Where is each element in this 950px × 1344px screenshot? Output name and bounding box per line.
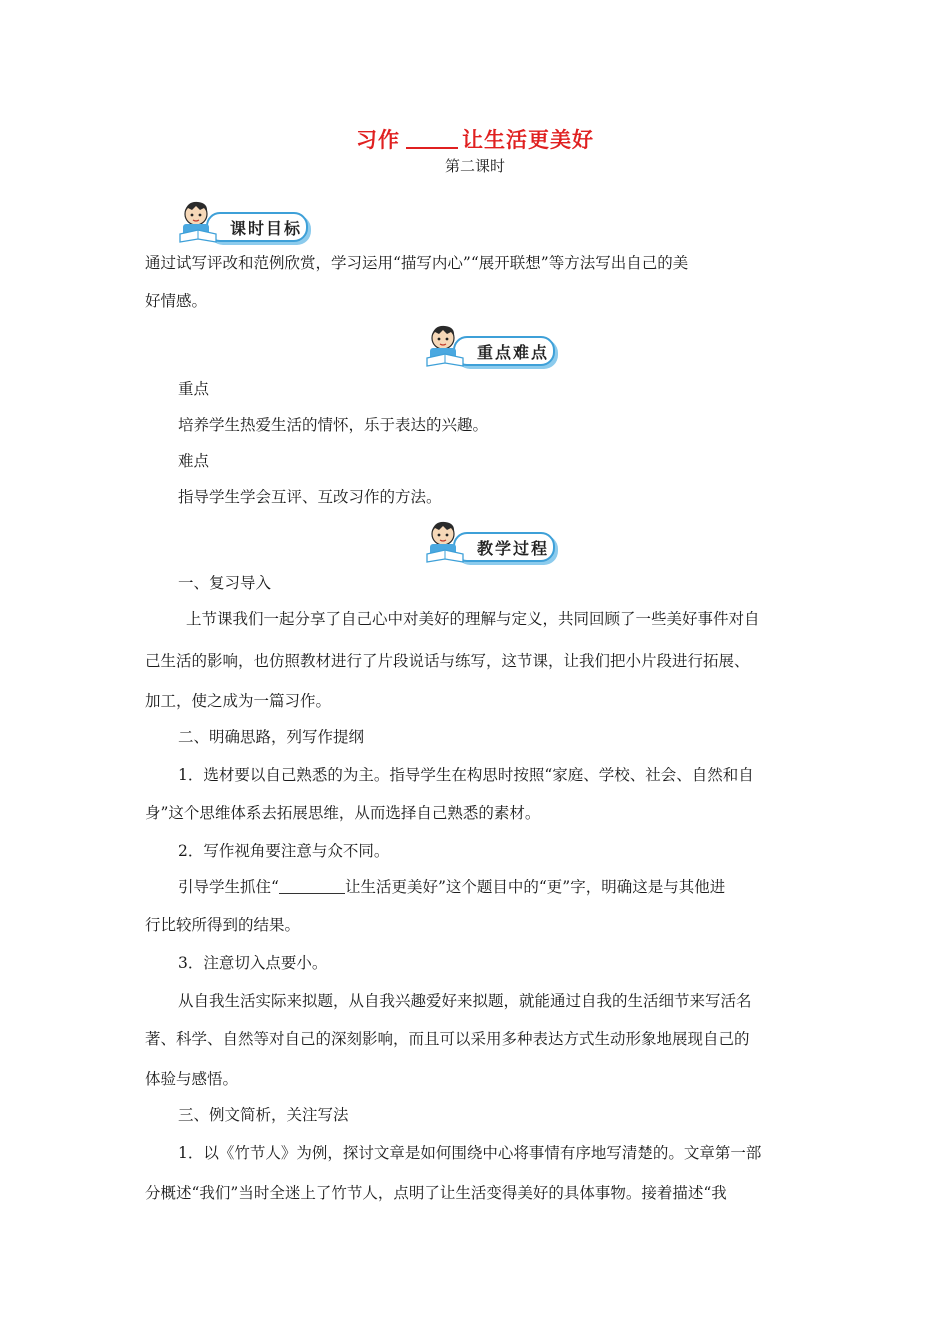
objectives-label-pill: [206, 212, 308, 242]
section-2-3-line-1: 从自我生活实际来拟题，从自我兴趣爱好来拟题，就能通过自我的生活细节来写活名: [178, 992, 752, 1010]
section-3-1-line-1: 1．以《竹节人》为例，探讨文章是如何围绕中心将事情有序地写清楚的。文章第一部: [178, 1144, 762, 1162]
topic-blank: [279, 879, 345, 894]
hard-heading: 难点: [178, 452, 210, 470]
student-reading-icon: [178, 200, 218, 244]
keypoints-badge: [425, 324, 557, 368]
section-1-heading: 一、复习导入: [178, 574, 272, 592]
process-badge: [425, 520, 557, 564]
section-2-2-line-1-b: 让生活更美好”这个题目中的“更”字，明确这是与其他进: [344, 878, 726, 896]
title-prefix: 习作: [356, 128, 400, 152]
objectives-badge: [178, 200, 310, 244]
process-label-pill: [453, 532, 555, 562]
section-2-2-line-2: 行比较所得到的结果。: [145, 916, 301, 934]
section-2-1-line-2: 身”这个思维体系去拓展思维，从而选择自己熟悉的素材。: [145, 804, 541, 822]
section-2-2-heading: 2．写作视角要注意与众不同。: [178, 842, 390, 860]
section-2-2-line-1-a: 引导学生抓住“: [178, 878, 279, 896]
key-heading: 重点: [178, 380, 210, 398]
section-2-1-line-1-text: 1．选材要以自己熟悉的为主。指导学生在构思时按照“家庭、学校、社会、自然和自: [178, 766, 754, 784]
section-3-1-line-2: 分概述“我们”当时全迷上了竹节人，点明了让生活变得美好的具体事物。接着描述“我: [145, 1184, 727, 1202]
keypoints-label: 重点难点: [477, 343, 550, 362]
section-2-3-line-2: 著、科学、自然等对自己的深刻影响，而且可以采用多种表达方式生动形象地展现自己的: [145, 1030, 750, 1048]
section-3-heading: 三、例文简析，关注写法: [178, 1106, 349, 1124]
section-2-heading: 二、明确思路，列写作提纲: [178, 728, 365, 746]
hard-text: 指导学生学会互评、互改习作的方法。: [178, 488, 442, 506]
key-text: 培养学生热爱生活的情怀，乐于表达的兴趣。: [178, 416, 489, 434]
section-1-line-1: 上节课我们一起分享了自己心中对美好的理解与定义，共同回顾了一些美好事件对自: [186, 610, 760, 628]
document-subtitle: 第二课时: [444, 157, 505, 175]
student-reading-icon: [425, 324, 465, 368]
section-2-2-line-1: [178, 878, 843, 896]
section-1-line-3: 加工，使之成为一篇习作。: [145, 692, 332, 710]
title-suffix: 让生活更美好: [462, 128, 594, 152]
objectives-line-1: 通过试写评改和范例欣赏，学习运用“描写内心”“展开联想”等方法写出自己的美: [145, 254, 689, 272]
section-1-line-2: 己生活的影响，也仿照教材进行了片段说话与练写，这节课，让我们把小片段进行拓展、: [145, 652, 750, 670]
keypoints-label-pill: [453, 336, 555, 366]
process-label: 教学过程: [477, 539, 550, 558]
objectives-label: 课时目标: [230, 219, 303, 238]
section-2-3-line-3: 体验与感悟。: [145, 1070, 239, 1088]
objectives-line-2: 好情感。: [145, 292, 208, 310]
student-reading-icon: [425, 520, 465, 564]
document-title: [0, 124, 950, 154]
section-2-3-heading: 3．注意切入点要小。: [178, 954, 328, 972]
title-blank: [406, 127, 458, 149]
